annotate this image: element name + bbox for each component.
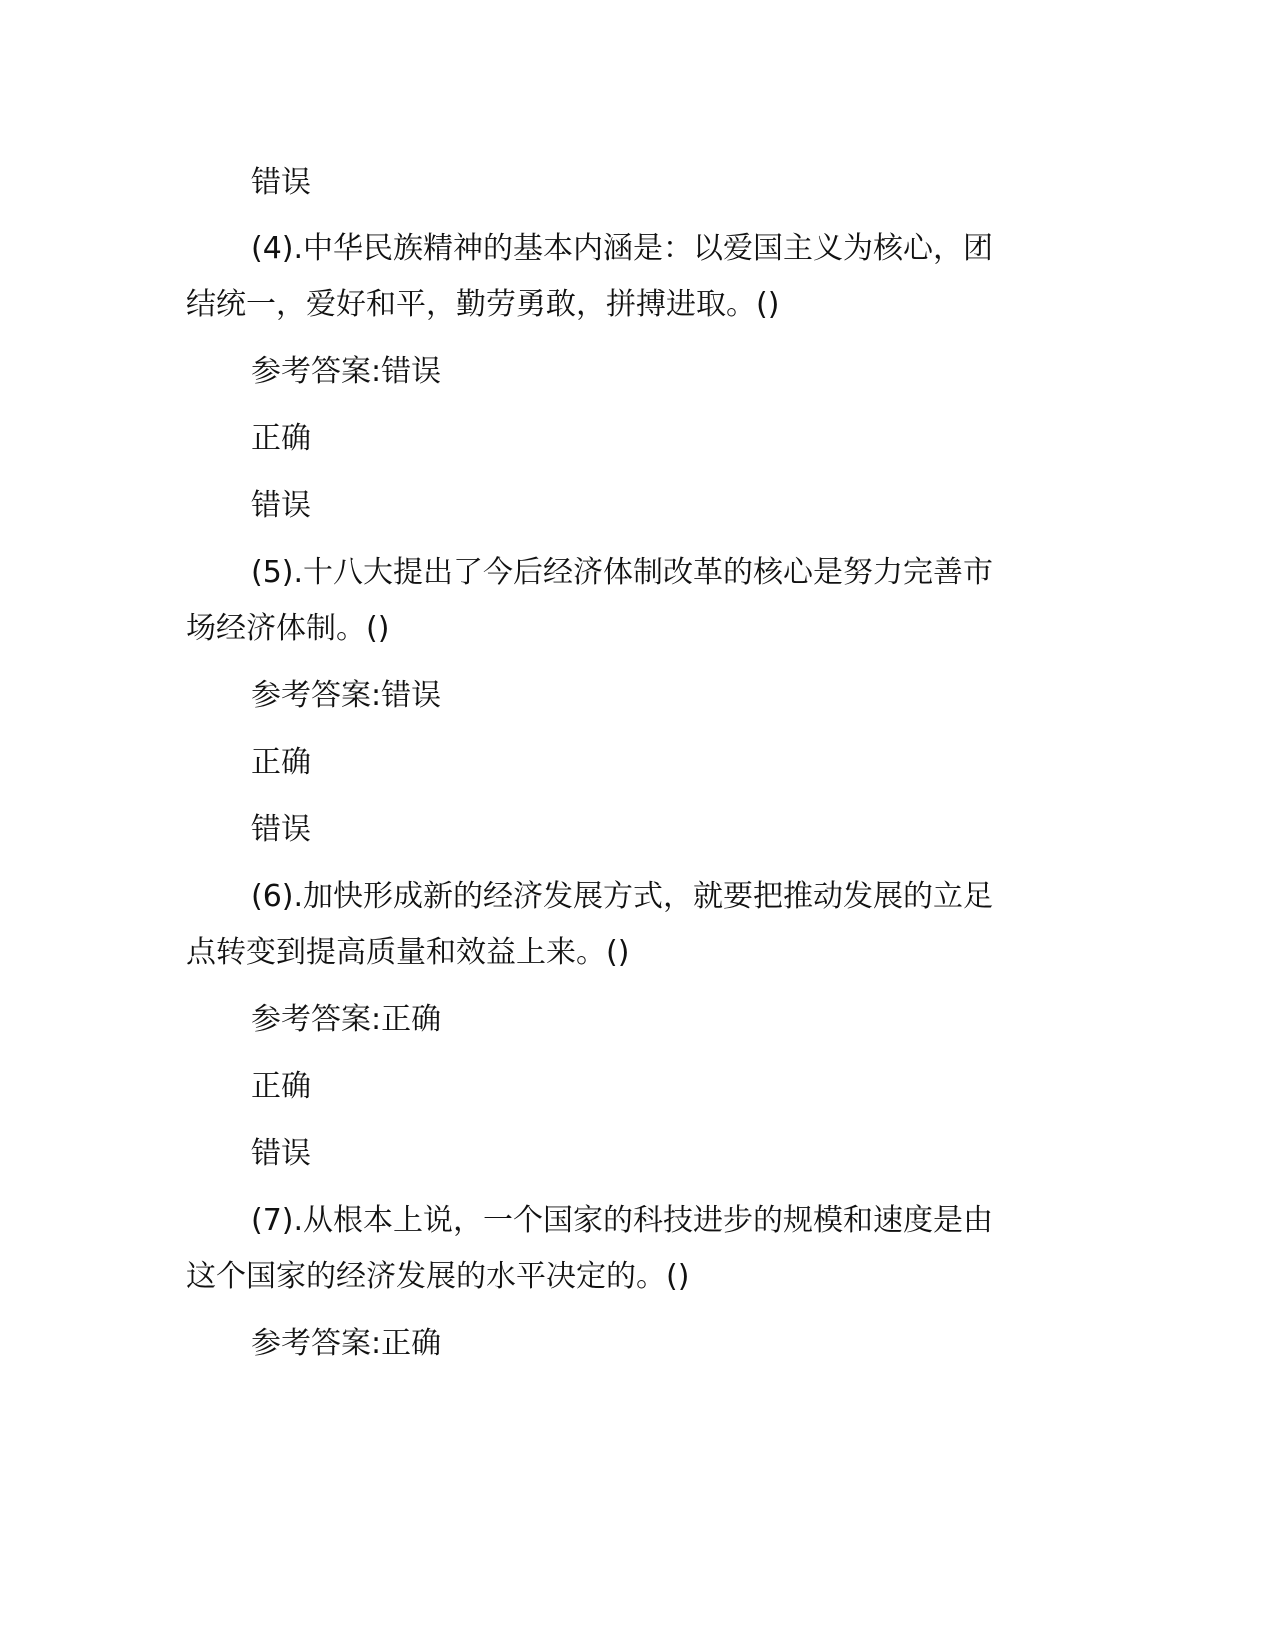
question-4-answer: 参考答案:错误 [251,354,442,389]
option-incorrect: 错误 [251,1136,311,1171]
question-4-line-1: (4).中华民族精神的基本内涵是：以爱国主义为核心，团 [251,231,994,266]
option-incorrect: 错误 [251,165,311,200]
question-6-line-1: (6).加快形成新的经济发展方式，就要把推动发展的立足 [251,879,994,914]
question-5-line-2: 场经济体制。() [186,611,390,646]
option-correct: 正确 [251,421,311,456]
question-5-answer: 参考答案:错误 [251,678,442,713]
question-4-line-2: 结统一，爱好和平，勤劳勇敢，拼搏进取。() [186,287,780,322]
question-6-line-2: 点转变到提高质量和效益上来。() [186,935,630,970]
option-incorrect: 错误 [251,812,311,847]
option-correct: 正确 [251,1069,311,1104]
question-7-answer: 参考答案:正确 [251,1326,442,1361]
option-correct: 正确 [251,745,311,780]
question-7-line-2: 这个国家的经济发展的水平决定的。() [186,1259,690,1294]
option-incorrect: 错误 [251,488,311,523]
question-6-answer: 参考答案:正确 [251,1002,442,1037]
question-5-line-1: (5).十八大提出了今后经济体制改革的核心是努力完善市 [251,555,994,590]
question-7-line-1: (7).从根本上说，一个国家的科技进步的规模和速度是由 [251,1203,994,1238]
